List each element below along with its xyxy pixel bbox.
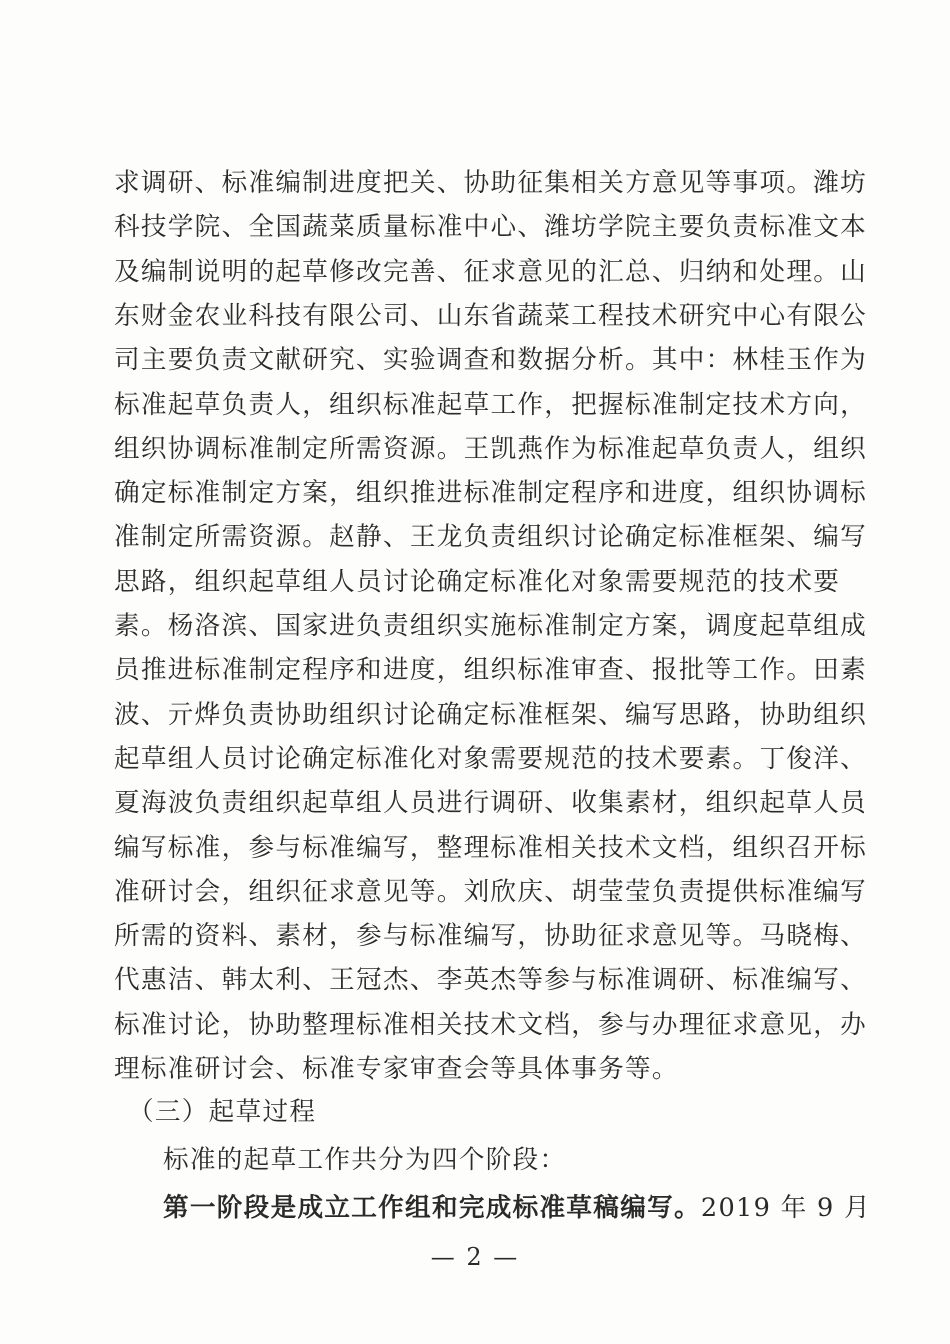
- text-line: 准研讨会，组织征求意见等。刘欣庆、胡莹莹负责提供标准编写: [114, 876, 868, 907]
- text-line: 东财金农业科技有限公司、山东省蔬菜工程技术研究中心有限公: [114, 300, 868, 331]
- text-line: 波、亓烨负责协助组织讨论确定标准框架、编写思路，协助组织: [114, 699, 868, 730]
- text-line: 起草组人员讨论确定标准化对象需要规范的技术要素。丁俊洋、: [114, 743, 868, 774]
- section-heading: （三）起草过程: [128, 1097, 317, 1127]
- text-line: 思路，组织起草组人员讨论确定标准化对象需要规范的技术要: [114, 566, 841, 597]
- page-number: — 2 —: [430, 1243, 520, 1271]
- text-line: 标准讨论，协助整理标准相关技术文档，参与办理征求意见，办: [114, 1009, 868, 1040]
- text-line: 夏海波负责组织起草组人员进行调研、收集素材，组织起草人员: [114, 788, 868, 819]
- text-line: 科技学院、全国蔬菜质量标准中心、潍坊学院主要负责标准文本: [114, 212, 868, 243]
- text-line: 素。杨洛滨、国家进负责组织实施标准制定方案，调度起草组成: [114, 611, 868, 641]
- text-line: 确定标准制定方案，组织推进标准制定程序和进度，组织协调标: [114, 478, 868, 509]
- stage-paragraph: [163, 1185, 871, 1231]
- text-line: 司主要负责文献研究、实验调查和数据分析。其中：林桂玉作为: [114, 345, 868, 376]
- text-line: 标准起草负责人，组织标准起草工作，把握标准制定技术方向，: [114, 389, 868, 420]
- text-line: 及编制说明的起草修改完善、征求意见的汇总、归纳和处理。山: [114, 256, 868, 287]
- intro-paragraph: 标准的起草工作共分为四个阶段：: [163, 1145, 567, 1175]
- text-line: 代惠洁、韩太利、王冠杰、李英杰等参与标准调研、标准编写、: [114, 965, 868, 996]
- text-line: 准制定所需资源。赵静、王龙负责组织讨论确定标准框架、编写: [114, 522, 868, 553]
- text-line: 所需的资料、素材，参与标准编写，协助征求意见等。马晓梅、: [114, 921, 868, 952]
- text-line: 编写标准，参与标准编写，整理标准相关技术文档，组织召开标: [114, 832, 868, 863]
- stage-date-text: 2019 年 9 月: [700, 1193, 871, 1223]
- text-line: 求调研、标准编制进度把关、协助征集相关方意见等事项。潍坊: [114, 168, 868, 198]
- text-line: 理标准研讨会、标准专家审查会等具体事务等。: [114, 1054, 679, 1084]
- stage-bold-text: 第一阶段是成立工作组和完成标准草稿编写。: [163, 1193, 701, 1223]
- text-line: 员推进标准制定程序和进度，组织标准审查、报批等工作。田素: [114, 655, 868, 686]
- text-line: 组织协调标准制定所需资源。王凯燕作为标准起草负责人，组织: [114, 433, 868, 464]
